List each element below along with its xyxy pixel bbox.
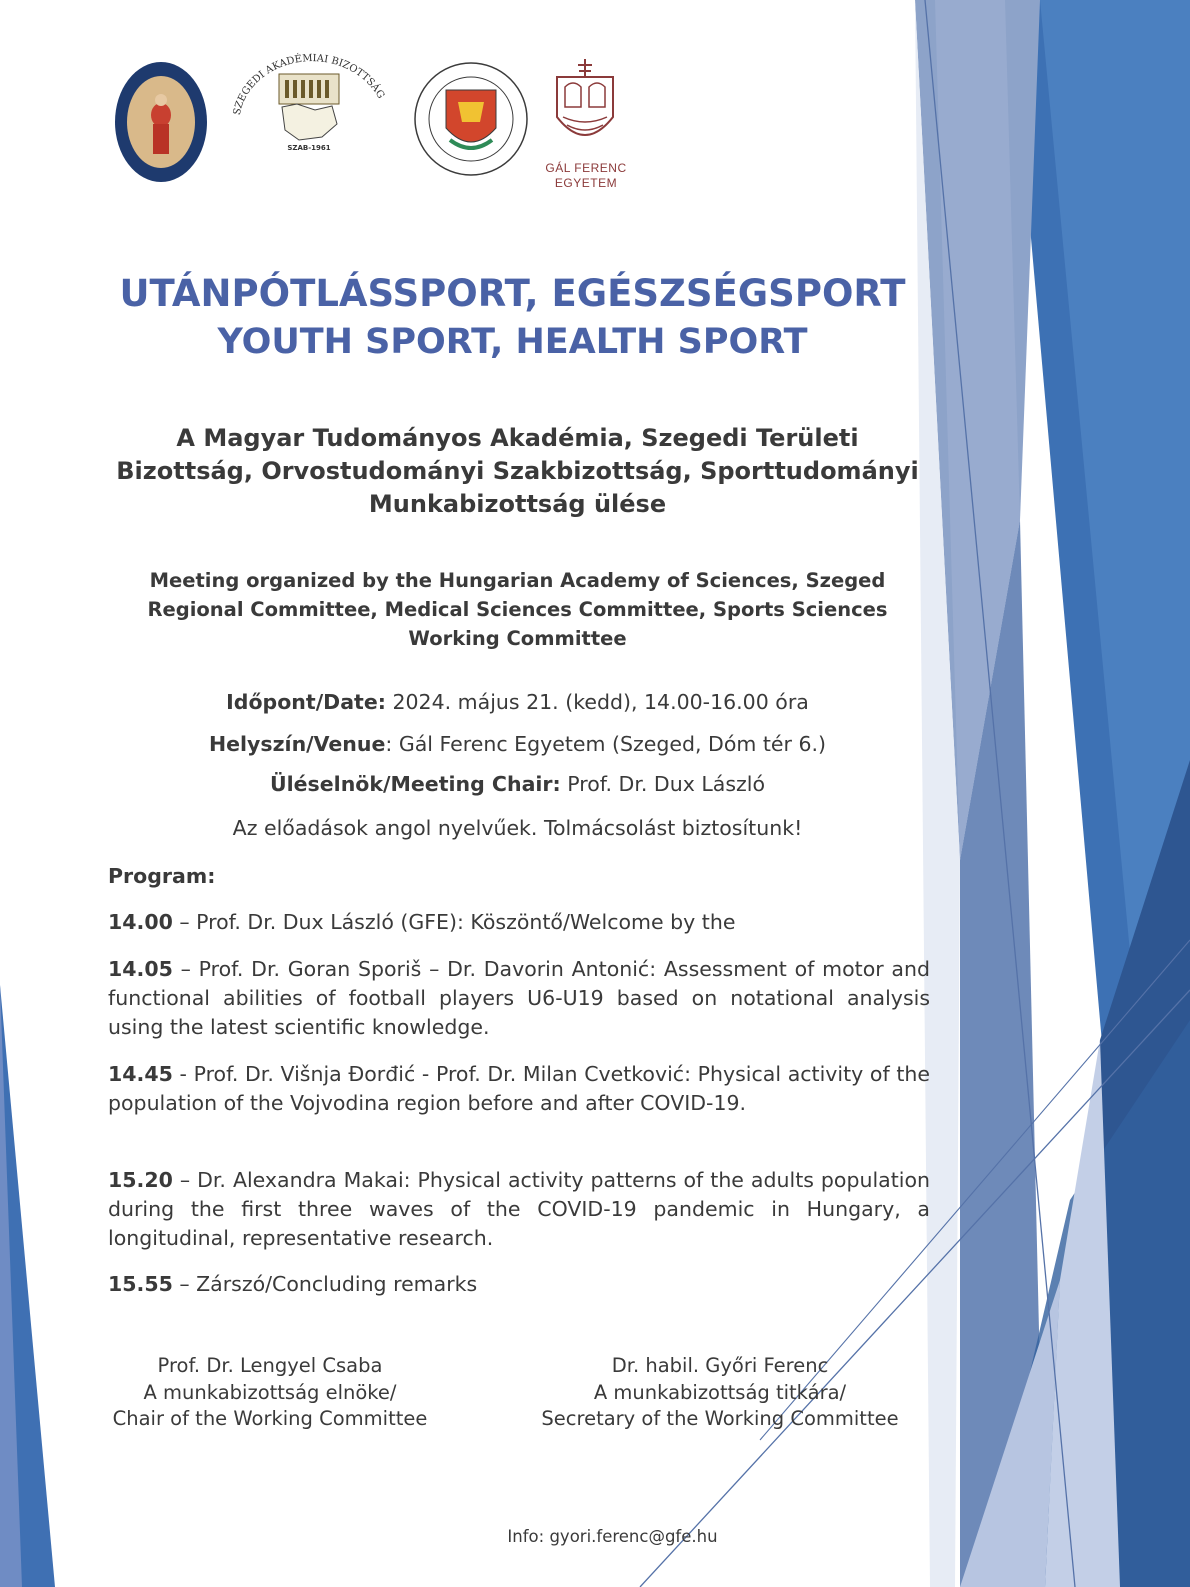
program-heading: Program: — [108, 864, 216, 888]
date-label: Időpont/Date: — [226, 690, 386, 714]
signature-secretary — [530, 1353, 910, 1433]
organizer-english: Meeting organized by the Hungarian Academy of Sciences, Szeged Regional Committee, Medical Sciences Committee, Sports Sciences Working Committee — [147, 569, 888, 650]
svg-text:SZEGEDI AKADÉMIAI BIZOTTSÁG: SZEGEDI AKADÉMIAI BIZOTTSÁG — [231, 52, 387, 117]
signature-chair-role-hu: A munkabizottság elnöke/ — [143, 1380, 397, 1404]
venue-line — [110, 732, 925, 756]
program-text: – Prof. Dr. Dux László (GFE): Köszöntő/Welcome by the — [172, 910, 736, 934]
program-time: 15.55 — [108, 1272, 173, 1296]
title-hungarian: UTÁNPÓTLÁSSPORT, EGÉSZSÉGSPORT — [119, 272, 906, 315]
signature-secretary-name: Dr. habil. Győri Ferenc — [611, 1354, 829, 1377]
program-text: - Prof. Dr. Višnja Đorđić - Prof. Dr. Milan Cvetković: Physical activity of the population of the Vojvodina region before and after COVID-19. — [108, 1062, 930, 1115]
program-time: 14.05 — [108, 957, 173, 981]
title-english: YOUTH SPORT, HEALTH SPORT — [217, 322, 808, 362]
program-text: – Dr. Alexandra Makai: Physical activity patterns of the adults population during the first three waves of the COVID-19 pandemic in Hungary, a longitudinal, representative research. — [108, 1168, 930, 1250]
chair-value: Prof. Dr. Dux László — [560, 772, 765, 796]
chair-line — [110, 772, 925, 796]
svg-text:SZAB-1961: SZAB-1961 — [287, 144, 331, 152]
language-note: Az előadások angol nyelvűek. Tolmácsolást biztosítunk! — [232, 816, 803, 840]
program-item — [108, 1270, 930, 1299]
szab-logo — [227, 52, 392, 162]
venue-value: : Gál Ferenc Egyetem (Szeged, Dóm tér 6.) — [385, 732, 827, 756]
date-value: 2024. május 21. (kedd), 14.00-16.00 óra — [385, 690, 809, 714]
signature-chair-role-en: Chair of the Working Committee — [112, 1407, 428, 1430]
gfe-logo-line2: EGYETEM — [554, 176, 618, 190]
footer-contact: Info: gyori.ferenc@gfe.hu — [507, 1527, 718, 1546]
signature-secretary-role-en: Secretary of the Working Committee — [541, 1407, 899, 1430]
program-item — [108, 955, 930, 1042]
chair-label: Üléselnök/Meeting Chair: — [269, 772, 561, 796]
mta-seal-logo — [113, 60, 209, 184]
program-item — [108, 1060, 930, 1118]
signature-chair — [100, 1353, 440, 1433]
signature-chair-name: Prof. Dr. Lengyel Csaba — [157, 1354, 383, 1377]
organizer-hungarian: A Magyar Tudományos Akadémia, Szegedi Területi Bizottság, Orvostudományi Szakbizottság, Sporttudományi Munkabizottság ülése — [116, 424, 919, 518]
venue-label: Helyszín/Venue — [208, 732, 386, 756]
program-text: – Prof. Dr. Goran Sporiš – Dr. Davorin Antonić: Assessment of motor and functional abilities of football players U6-U19 based on notational analysis using the latest scientific knowledge. — [108, 957, 930, 1039]
date-line — [110, 690, 925, 714]
program-time: 14.45 — [108, 1062, 173, 1086]
program-time: 14.00 — [108, 910, 173, 934]
program-item — [108, 1166, 930, 1253]
gfe-logo-line1: GÁL FERENC — [545, 161, 627, 175]
program-text: – Zárszó/Concluding remarks — [172, 1272, 478, 1296]
gfe-logo — [553, 57, 617, 155]
szte-crest-logo — [410, 60, 532, 178]
gfe-logo-text — [538, 161, 634, 191]
program-time: 15.20 — [108, 1168, 173, 1192]
program-item — [108, 908, 930, 937]
signature-secretary-role-hu: A munkabizottság titkára/ — [593, 1380, 847, 1404]
